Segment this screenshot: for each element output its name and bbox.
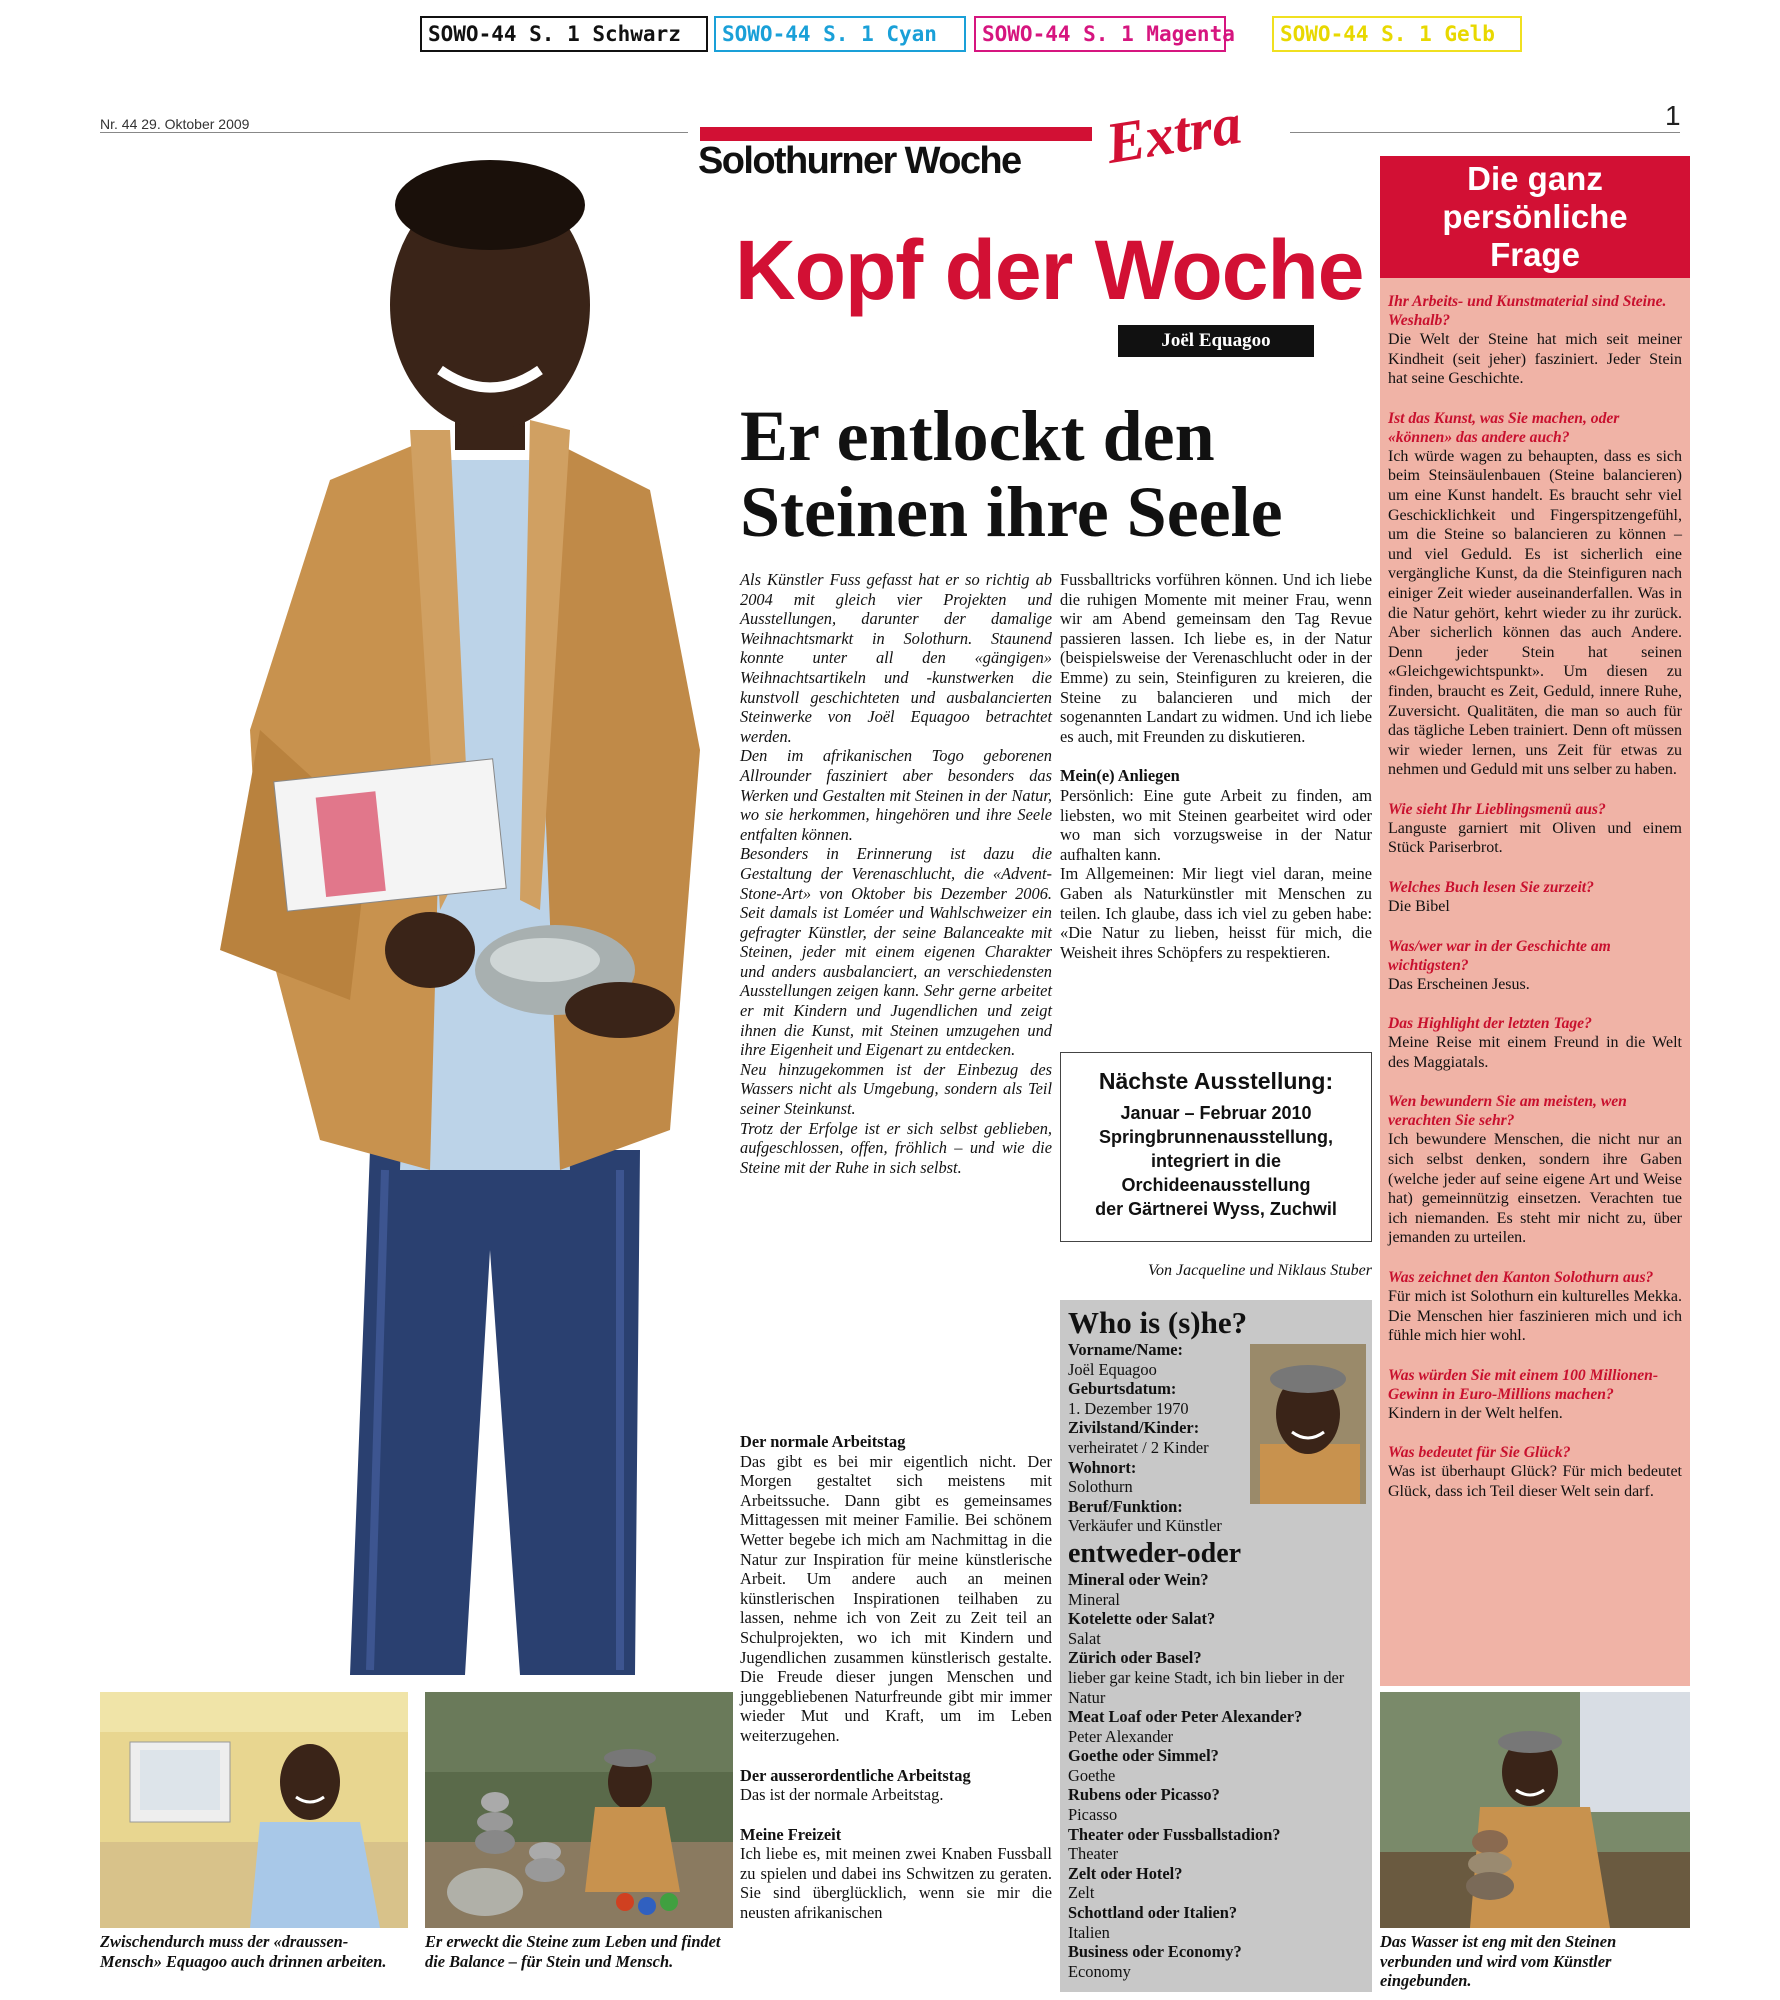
who-label: Wohnort: [1068, 1457, 1137, 1477]
interview-answer: Die Bibel [1388, 898, 1450, 916]
body-paragraph: Im Allgemeinen: Mir liegt viel daran, meine Gaben als Naturkünstler mit Menschen zu teilen. Ich glaube, dass ich viel zu geben habe: «Die Natur zu lieben, heisst für mich, die Weisheit ihres Schöpfers zu respektieren. [1060, 864, 1372, 962]
who-label: Vorname/Name: [1068, 1340, 1184, 1359]
section-title: Kopf der Woche [735, 223, 1364, 317]
article-body-right [1060, 570, 1372, 962]
interview-answer: Ich würde wagen zu behaupten, dass es sich beim Steinsäulenbauen (Steine balancieren) um eine Kunst handelt. Es braucht sehr viel Geschicklichkeit und Fingerspitzengefühl, um die Steine so balancieren zu können – und viel Geduld. Es ist sicherlich eine vergängliche Kunst, da die Steinfiguren nach einiger Zeit wieder auseinanderfallen. Was in die Natur gehört, kehrt wieder zu ihr zurück. Aber sicherlich können das auch Andere. Denn jeder Stein hat seinen «Gleichgewichtspunkt». Um diesen zu finden, braucht es Zeit, Geduld, innere Ruhe, Zuversicht. Qualitäten, die man so auch für das tägliche Leben trainiert. Denn oft müssen wir wieder lernen, uns Zeit für etwas zu nehmen und Geduld mit uns selber zu haben. [1388, 447, 1682, 779]
section-heading: Der ausserordentliche Arbeitstag [740, 1765, 971, 1785]
either-or-answer: Italien [1068, 1922, 1110, 1942]
exhibition-line: integriert in die [1150, 1151, 1282, 1171]
masthead-logo: Solothurner Woche [698, 140, 1021, 182]
article-body-left [740, 1432, 1052, 1923]
interview-answer: Was ist überhaupt Glück? Für mich bedeutet Glück, dass ich Teil dieser Welt sein darf. [1388, 1463, 1682, 1500]
either-or-answer: Salat [1068, 1628, 1101, 1648]
interview-answer: Das Erscheinen Jesus. [1388, 975, 1530, 993]
intro-paragraph: Trotz der Erfolge ist er sich selbst geblieben, aufgeschlossen, offen, fröhlich – und wie die Steine mit der Ruhe in sich selbst. [740, 1118, 1052, 1177]
who-value: Joël Equagoo [1068, 1359, 1157, 1379]
intro-paragraph: Als Künstler Fuss gefasst hat er so richtig ab 2004 mit gleich vier Projekten und Ausstellungen, darunter der damalige Weihnachtsmarkt in Solothurn. Staunend konnte unter all den «gängigen» Weihnachtsartikeln und -kunstwerken die kunstvoll geschichteten und ausbalancierten Steinwerke von Joël Equagoo betrachtet werden. [740, 570, 1052, 746]
who-value: Verkäufer und Künstler [1068, 1516, 1222, 1536]
either-or-question: Theater oder Fussballstadion? [1068, 1824, 1281, 1844]
headline [740, 398, 1380, 550]
either-or-question: Rubens oder Picasso? [1068, 1785, 1220, 1805]
interview-answer: Languste garniert mit Oliven und einem Stück Pariserbrot. [1388, 819, 1682, 857]
who-value: Solothurn [1068, 1477, 1133, 1497]
exhibition-box [1060, 1052, 1372, 1242]
either-or-question: Kotelette oder Salat? [1068, 1609, 1216, 1629]
office-photo [100, 1692, 408, 1928]
either-or-question: Mineral oder Wein? [1068, 1569, 1209, 1589]
masthead-bar [700, 127, 1092, 141]
interview-question: Welches Buch lesen Sie zurzeit? [1388, 879, 1594, 897]
plate-yellow: SOWO-44 S. 1 Gelb [1272, 16, 1522, 52]
either-or-question: Goethe oder Simmel? [1068, 1746, 1219, 1766]
headline-line: Steinen ihre Seele [740, 472, 1283, 552]
article-intro [740, 570, 1052, 1177]
who-label: Geburtsdatum: [1068, 1379, 1177, 1399]
who-label: Zivilstand/Kinder: [1068, 1418, 1200, 1438]
plate-black: SOWO-44 S. 1 Schwarz [420, 16, 708, 52]
byline: Von Jacqueline und Niklaus Stuber [1148, 1262, 1372, 1279]
interview-question: Das Highlight der letzten Tage? [1388, 1015, 1592, 1033]
interview-question: Wie sieht Ihr Lieblingsmenü aus? [1388, 800, 1606, 818]
either-or-question: Business oder Economy? [1068, 1942, 1242, 1962]
header-rule [1290, 132, 1680, 133]
headline-line: Er entlockt den [740, 396, 1215, 476]
personal-question-title: persönliche [1442, 198, 1628, 235]
body-paragraph: Das gibt es bei mir eigentlich nicht. Der Morgen gestaltet sich meistens mit Arbeitssuche. Dann gibt es gemeinsames Mittagessen mit meiner Familie. Bei schönem Wetter begebe ich mich am Nachmittag in die Natur zur Inspiration für meine künstlerische Arbeit. Um andere auch an meinen künstlerischen Inspirationen teilhaben zu lassen, nehme ich von Zeit zu Zeit teil an Schulprojekten, wo ich mit Kindern und Jugendlichen zusammen künstlerisch gestalte. Die Freude dieser jungen Menschen und junggebliebenen Naturfreunde gibt mir immer wieder Mut und Kraft, um im Leben weiterzugehen. [740, 1451, 1052, 1745]
interview-answer: Ich bewundere Menschen, die nicht nur an sich selbst denken, sondern ihre Gaben (welche jeder auf seine eigene Art und Weise hat) gemeinnützig einsetzen. Verachten tue ich niemanden. Es steht mir nicht zu, über jemanden zu urteilen. [1388, 1131, 1682, 1247]
personal-question-title: Frage [1490, 236, 1580, 273]
either-or-question: Meat Loaf oder Peter Alexander? [1068, 1707, 1303, 1727]
either-or-answer: Goethe [1068, 1765, 1116, 1785]
body-paragraph: Persönlich: Eine gute Arbeit zu finden, am liebsten, wo mit Steinen gearbeitet wird oder wo man sich vorzugsweise in der Natur aufhalten kann. [1060, 785, 1372, 864]
portrait-photo [200, 130, 740, 1680]
issue-date: Nr. 44 29. Oktober 2009 [100, 116, 250, 132]
body-paragraph: Fussballtricks vorführen können. Und ich liebe die ruhigen Momente mit meiner Frau, wenn wir am Abend gemeinsam den Tag Revue passieren lassen. Ich liebe es, in der Natur (beispielsweise der Verenaschlucht oder in der Emme) zu sein, Steinfiguren zu kreieren, die Steine zu balancieren und mich der sogenannten Landart zu widmen. Und ich liebe es auch, mit Freunden zu diskutieren. [1060, 570, 1372, 746]
interview-answer: Kindern in der Welt helfen. [1388, 1404, 1563, 1422]
interview-question: Wen bewundern Sie am meisten, wen verachten Sie sehr? [1388, 1093, 1627, 1130]
body-paragraph: Das ist der normale Arbeitstag. [740, 1785, 944, 1805]
either-or-title: entweder-oder [1068, 1537, 1242, 1569]
page-number: 1 [1665, 100, 1681, 131]
intro-paragraph: Neu hinzugekommen ist der Einbezug des Wassers nicht als Umgebung, sondern als Teil seiner Steinkunst. [740, 1059, 1052, 1119]
intro-paragraph: Besonders in Erinnerung ist dazu die Gestaltung der Verenaschlucht, die «Advent-Stone-Art» von Oktober bis Dezember 2006. Seit damals ist Loméer und Wahlschweizer ein gefragter Künstler, der seine Balanceakte mit Steinen, jeder mit einem eigenen Charakter und anders ausbalanciert, an verschiedensten Ausstellungen zeigen kann. Sehr gerne arbeitet er mit Kindern und Jugendlichen und zeigt ihnen die Kunst, mit Steinen umzugehen und ihre Eigenheit und Eigenart zu entdecken. [740, 844, 1052, 1060]
who-value: verheiratet / 2 Kinder [1068, 1437, 1209, 1457]
interview-question: Was würden Sie mit einem 100 Millionen-Gewinn in Euro-Millions machen? [1388, 1366, 1659, 1403]
plate-cyan: SOWO-44 S. 1 Cyan [714, 16, 966, 52]
who-value: 1. Dezember 1970 [1068, 1398, 1189, 1418]
section-heading: Der normale Arbeitstag [740, 1432, 906, 1451]
stone-garden-photo [425, 1692, 733, 1928]
either-or-answer: Zelt [1068, 1883, 1095, 1903]
exhibition-line: Springbrunnenausstellung, [1098, 1127, 1333, 1147]
person-name: Joël Equagoo [1118, 325, 1314, 357]
who-photo [1250, 1344, 1366, 1504]
photo-caption: Er erweckt die Steine zum Leben und findet die Balance – für Stein und Mensch. [425, 1932, 721, 1971]
exhibition-line: der Gärtnerei Wyss, Zuchwil [1095, 1199, 1337, 1219]
either-or-answer: Mineral [1068, 1589, 1120, 1609]
body-paragraph: Ich liebe es, mit meinen zwei Knaben Fussball zu spielen und dabei ins Schwitzen zu geraten. Sie sind überglücklich, wenn sie mir die neusten afrikanischen [740, 1844, 1052, 1923]
personal-question-title: Die ganz [1467, 160, 1603, 197]
exhibition-line: Orchideenausstellung [1121, 1175, 1311, 1195]
either-or-question: Schottland oder Italien? [1068, 1903, 1238, 1923]
either-or-answer: Economy [1068, 1961, 1131, 1981]
exhibition-title: Nächste Ausstellung: [1098, 1068, 1334, 1094]
who-box [1060, 1300, 1372, 1992]
who-title: Who is (s)he? [1068, 1305, 1248, 1340]
section-heading: Mein(e) Anliegen [1060, 766, 1180, 786]
section-heading: Meine Freizeit [740, 1824, 842, 1844]
photo-caption: Zwischendurch muss der «draussen-Mensch» Equagoo auch drinnen arbeiten. [100, 1932, 387, 1971]
either-or-answer: Theater [1068, 1844, 1119, 1864]
either-or-answer: Peter Alexander [1068, 1726, 1174, 1746]
either-or-question: Zelt oder Hotel? [1068, 1863, 1183, 1883]
interview-question: Ist das Kunst, was Sie machen, oder «können» das andere auch? [1388, 409, 1620, 446]
either-or-answer: Picasso [1068, 1805, 1118, 1825]
either-or-answer: lieber gar keine Stadt, ich bin lieber in der Natur [1068, 1667, 1345, 1707]
interview-question: Was zeichnet den Kanton Solothurn aus? [1388, 1269, 1654, 1286]
water-stones-photo [1380, 1692, 1690, 1928]
interview-answer: Für mich ist Solothurn ein kulturelles Mekka. Die Menschen hier faszinieren mich und ich fühle mich hier wohl. [1388, 1288, 1682, 1345]
masthead-extra: Extra [1101, 90, 1246, 177]
interview-answer: Die Welt der Steine hat mich seit meiner Kindheit (seit jeher) fasziniert. Jeder Stein hat seine Geschichte. [1388, 331, 1682, 388]
personal-question-header [1380, 156, 1690, 278]
either-or-question: Zürich oder Basel? [1068, 1648, 1202, 1668]
photo-caption: Das Wasser ist eng mit den Steinen verbunden und wird vom Künstler eingebunden. [1380, 1932, 1617, 1991]
who-label: Beruf/Funktion: [1068, 1496, 1183, 1516]
interview-answer: Meine Reise mit einem Freund in die Welt des Maggiatals. [1388, 1034, 1682, 1071]
intro-paragraph: Den im afrikanischen Togo geborenen Allrounder fasziniert aber besonders das Werken und Gestalten mit Steinen in der Natur, wo sie herkommen, hingehören und ihre Seele entfalten können. [740, 746, 1052, 844]
personal-question-panel [1380, 278, 1690, 1686]
interview-question: Ihr Arbeits- und Kunstmaterial sind Steine. Weshalb? [1388, 293, 1667, 329]
plate-magenta: SOWO-44 S. 1 Magenta [974, 16, 1226, 52]
interview-question: Was bedeutet für Sie Glück? [1388, 1444, 1571, 1462]
exhibition-line: Januar – Februar 2010 [1120, 1103, 1312, 1123]
interview-question: Was/wer war in der Geschichte am wichtigsten? [1388, 937, 1611, 974]
